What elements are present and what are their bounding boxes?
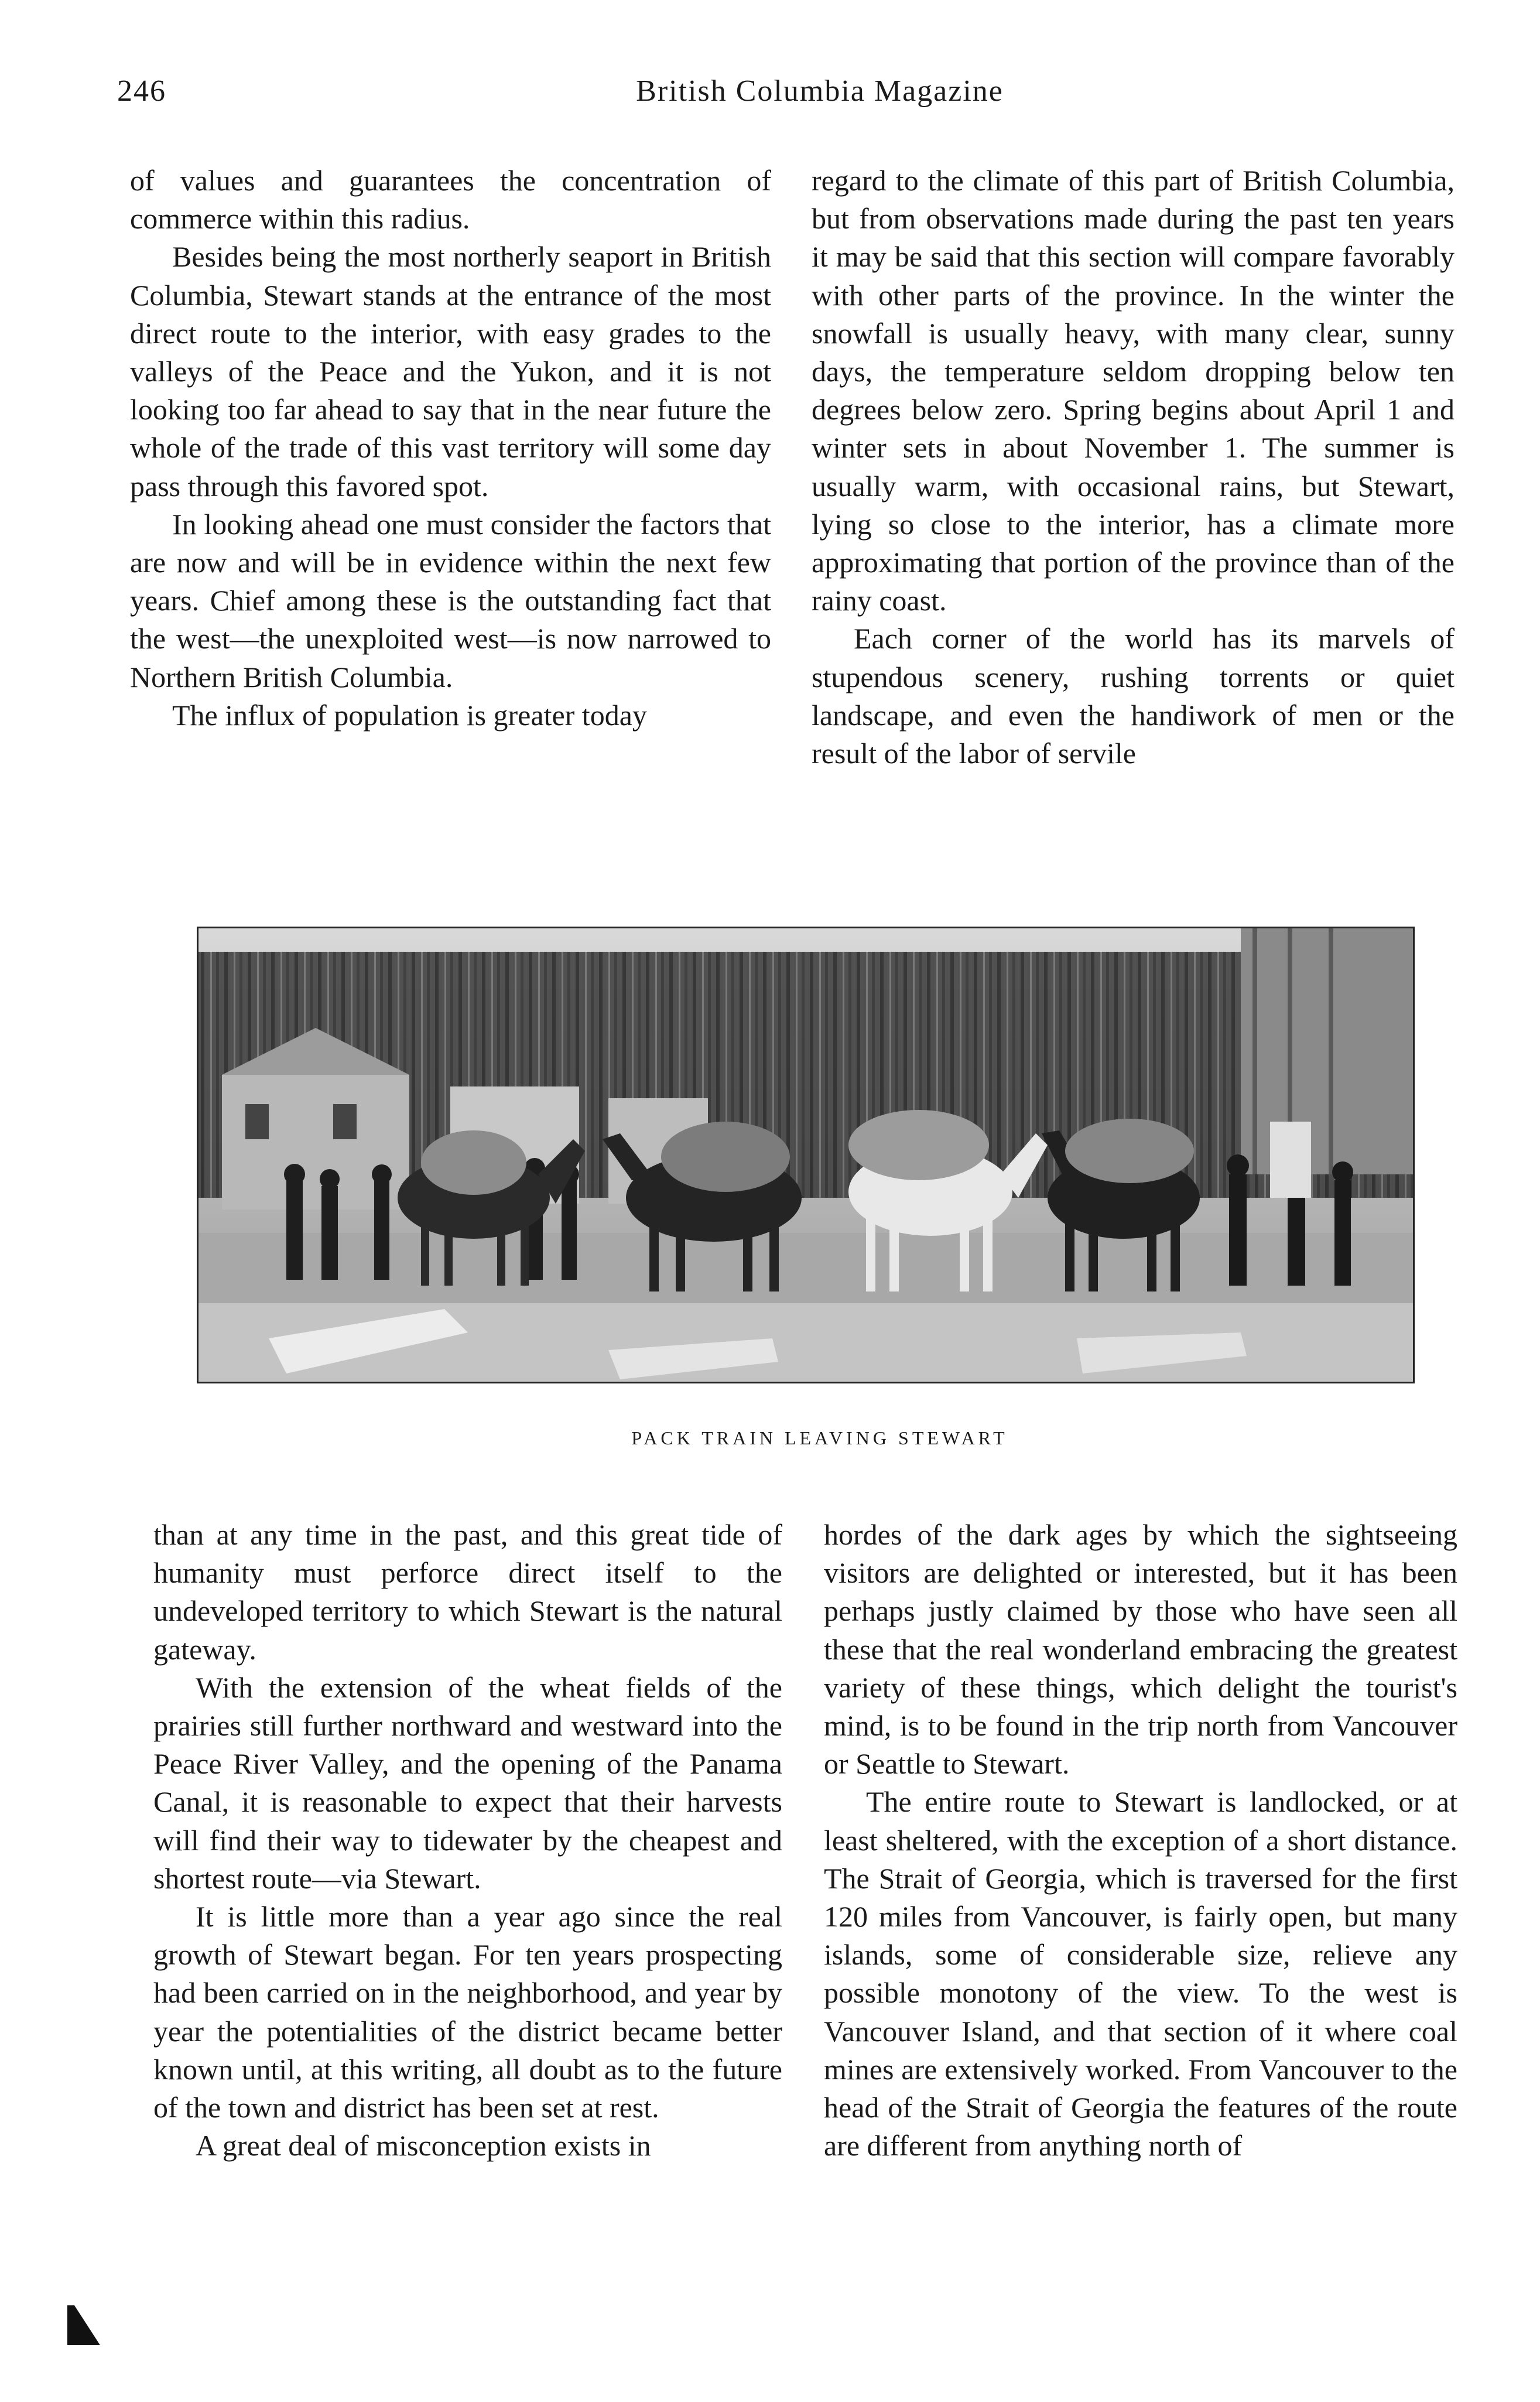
text-column-top-right: [812, 162, 1455, 773]
paragraph: A great deal of misconception exists in: [196, 2129, 651, 2162]
paragraph: In looking ahead one must consider the factors that are now and will be in evidence within the next few years. Chief among these is the outstanding fact that the west—the unexploited west—is now narrowed to Northern British Columbia.: [130, 507, 771, 693]
running-head: British Columbia Magazine: [636, 74, 1004, 108]
text-column-bottom-right: [824, 1516, 1457, 2165]
paragraph: Besides being the most northerly seaport in British Columbia, Stewart stands at the entrance of the most direct route to the interior, with easy grades to the valleys of the Peace and the Yukon, and it is not looking too far ahead to say that in the near future the whole of the trade of this vast territory will some day pass through this favored spot.: [130, 240, 771, 503]
photo-caption: PACK TRAIN LEAVING STEWART: [631, 1427, 1008, 1448]
paragraph: Each corner of the world has its marvels of stupendous scenery, rushing torrents or quiet landscape, and even the handiwork of men or the result of the labor of servile: [812, 622, 1455, 770]
paragraph: With the extension of the wheat fields of the prairies still further northward and westward into the Peace River Valley, and the opening of the Panama Canal, it is reasonable to expect that their harvests will find their way to tidewater by the cheapest and shortest route—via Stewart.: [153, 1670, 782, 1895]
paragraph: hordes of the dark ages by which the sightseeing visitors are delighted or interested, but it has been perhaps justly claimed by those who have seen all these that the real wonderland embracing the greatest variety of these things, which delight the tourist's mind, is to be found in the trip north from Vancouver or Seattle to Stewart.: [824, 1518, 1457, 1781]
paragraph: It is little more than a year ago since the real growth of Stewart began. For ten years prospecting had been carried on in the neighborhood, and year by year the potentialities of the district became better known until, at this writing, all doubt as to the future of the town and district has been set at rest.: [153, 1900, 782, 2124]
paragraph: The entire route to Stewart is landlocked, or at least sheltered, with the exception of a short distance. The Strait of Georgia, which is traversed for the first 120 miles from Vancouver, is fairly open, but many islands, some of considerable size, relieve any possible monotony of the view. To the west is Vancouver Island, and that section of it where coal mines are extensively worked. From Vancouver to the head of the Strait of Georgia the features of the route are different from anything north of: [824, 1785, 1457, 2162]
paragraph: of values and guarantees the concentration of commerce within this radius.: [130, 164, 771, 235]
paragraph: than at any time in the past, and this great tide of humanity must perforce direct itself to the undeveloped territory to which Stewart is the natural gateway.: [153, 1518, 782, 1666]
pack-train-photo: [197, 927, 1415, 1383]
paragraph: The influx of population is greater today: [172, 698, 647, 732]
photo-illustration: [199, 928, 1413, 1382]
page-number: 246: [117, 74, 166, 108]
text-column-top-left: [130, 162, 771, 734]
end-mark-icon: [66, 2304, 101, 2349]
text-column-bottom-left: [153, 1516, 782, 2165]
paragraph: regard to the climate of this part of British Columbia, but from observations made during the past ten years it may be said that this section will compare favorably with other parts of the province. In the winter the snowfall is usually heavy, with many clear, sunny days, the temperature seldom dropping below ten degrees below zero. Spring begins about April 1 and winter sets in about November 1. The summer is usually warm, with occasional rains, but Stewart, lying so close to the interior, has a climate more approximating that portion of the province than of the rainy coast.: [812, 164, 1455, 617]
